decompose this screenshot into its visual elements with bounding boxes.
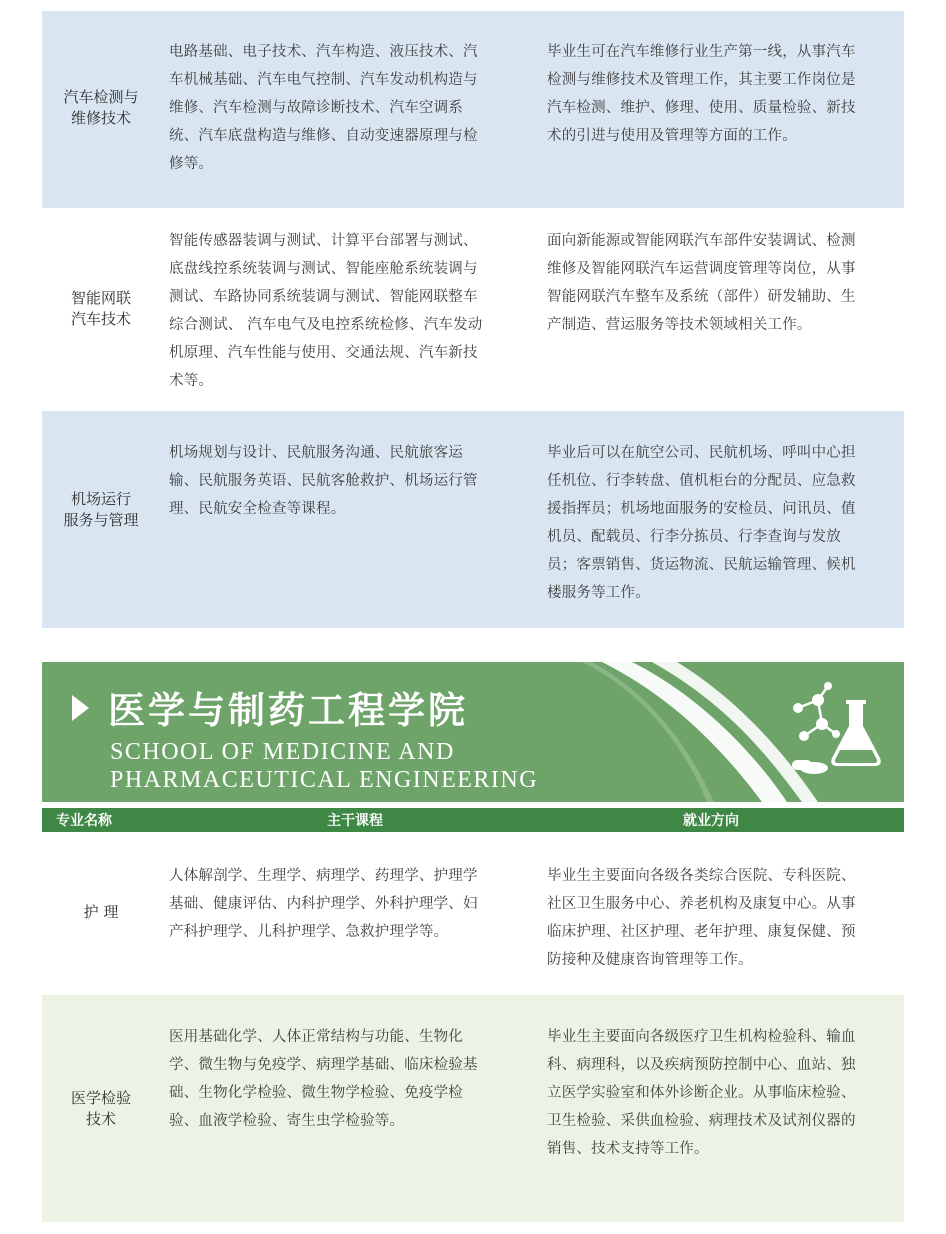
job-line: 销售、技术支持等工作。 xyxy=(547,1141,709,1157)
course-line: 智能传感器装调与测试、计算平台部署与测试、 xyxy=(169,233,478,249)
job-line: 维修及智能网联汽车运营调度管理等岗位，从事 xyxy=(547,261,856,277)
course-line: 理、民航安全检查等课程。 xyxy=(169,501,346,517)
main-courses xyxy=(169,439,524,523)
job-line: 术的引进与使用及管理等方面的工作。 xyxy=(547,128,797,144)
course-line: 产科护理学、儿科护理学、急救护理学等。 xyxy=(169,924,449,940)
job-line: 防接种及健康咨询管理等工作。 xyxy=(547,952,753,968)
job-line: 面向新能源或智能网联汽车部件安装调试、检测 xyxy=(547,233,856,249)
school-title-en-line: SCHOOL OF MEDICINE AND xyxy=(110,739,455,765)
column-header-major: 专业名称 xyxy=(56,813,112,829)
job-line: 检测与维修技术及管理工作，其主要工作岗位是 xyxy=(547,72,856,88)
career-direction xyxy=(547,227,897,339)
job-line: 援指挥员；机场地面服务的安检员、问讯员、值 xyxy=(547,501,856,517)
course-line: 电路基础、电子技术、汽车构造、液压技术、汽 xyxy=(169,44,478,60)
job-line: 员；客票销售、货运物流、民航运输管理、候机 xyxy=(547,557,856,573)
major-row-medical-lab xyxy=(42,995,904,1222)
school-banner xyxy=(42,662,904,802)
table-header xyxy=(42,808,904,832)
job-line: 楼服务等工作。 xyxy=(547,585,650,601)
main-courses xyxy=(169,227,524,395)
course-line: 机原理、汽车性能与使用、交通法规、汽车新技 xyxy=(169,345,478,361)
job-line: 社区卫生服务中心、养老机构及康复中心。从事 xyxy=(547,896,856,912)
molecule-flask-icon xyxy=(784,678,894,783)
course-line: 验、血液学检验、寄生虫学检验等。 xyxy=(169,1113,405,1129)
job-line: 智能网联汽车整车及系统（部件）研发辅助、生 xyxy=(547,289,856,305)
main-courses xyxy=(169,1023,524,1135)
career-direction xyxy=(547,1023,897,1163)
career-direction xyxy=(547,38,897,150)
job-line: 毕业生主要面向各级医疗卫生机构检验科、输血 xyxy=(547,1029,856,1045)
course-line: 修等。 xyxy=(169,156,214,172)
major-name xyxy=(42,288,160,330)
course-line: 综合测试、 汽车电气及电控系统检修、汽车发动 xyxy=(169,317,483,333)
major-name xyxy=(42,489,160,531)
column-header-career: 就业方向 xyxy=(683,813,739,829)
course-line: 机场规划与设计、民航服务沟通、民航旅客运 xyxy=(169,445,463,461)
job-line: 临床护理、社区护理、老年护理、康复保健、预 xyxy=(547,924,856,940)
play-arrow-icon xyxy=(72,695,89,721)
course-line: 医用基础化学、人体正常结构与功能、生物化 xyxy=(169,1029,463,1045)
job-line: 汽车检测、维护、修理、使用、质量检验、新技 xyxy=(547,100,856,116)
career-direction xyxy=(547,862,897,974)
job-line: 卫生检验、采供血检验、病理技术及试剂仪器的 xyxy=(547,1113,856,1129)
course-line: 车机械基础、汽车电气控制、汽车发动机构造与 xyxy=(169,72,478,88)
column-header-courses: 主干课程 xyxy=(327,813,383,829)
major-name xyxy=(42,87,160,129)
school-title-en-line: PHARMACEUTICAL ENGINEERING xyxy=(110,767,539,793)
major-name-line: 医学检验 xyxy=(70,1089,131,1107)
major-name-line: 汽车检测与 xyxy=(63,88,139,106)
course-line: 底盘线控系统装调与测试、智能座舱系统装调与 xyxy=(169,261,478,277)
job-line: 毕业生主要面向各级各类综合医院、专科医院、 xyxy=(547,868,856,884)
job-line: 立医学实验室和体外诊断企业。从事临床检验、 xyxy=(547,1085,856,1101)
major-row-auto-inspection xyxy=(42,11,904,208)
major-name xyxy=(42,902,160,923)
job-line: 产制造、营运服务等技术领域相关工作。 xyxy=(547,317,812,333)
career-direction xyxy=(547,439,897,607)
course-line: 人体解剖学、生理学、病理学、药理学、护理学 xyxy=(169,868,478,884)
main-courses xyxy=(169,862,524,946)
major-name-line: 服务与管理 xyxy=(63,511,139,529)
course-line: 维修、汽车检测与故障诊断技术、汽车空调系 xyxy=(169,100,463,116)
job-line: 任机位、行李转盘、值机柜台的分配员、应急救 xyxy=(547,473,856,489)
major-name-line: 技术 xyxy=(85,1110,116,1128)
course-line: 统、汽车底盘构造与维修、自动变速器原理与检 xyxy=(169,128,478,144)
major-name-line: 汽车技术 xyxy=(70,310,131,328)
course-line: 术等。 xyxy=(169,373,214,389)
course-line: 测试、车路协同系统装调与测试、智能网联整车 xyxy=(169,289,478,305)
school-title-en xyxy=(110,738,538,794)
major-name-line: 护 理 xyxy=(83,903,119,921)
major-row-intelligent-vehicle xyxy=(42,208,904,411)
course-line: 学、微生物与免疫学、病理学基础、临床检验基 xyxy=(169,1057,478,1073)
job-line: 毕业后可以在航空公司、民航机场、呼叫中心担 xyxy=(547,445,856,461)
main-courses xyxy=(169,38,524,178)
major-row-nursing xyxy=(42,834,904,995)
major-name-line: 智能网联 xyxy=(70,289,131,307)
job-line: 毕业生可在汽车维修行业生产第一线，从事汽车 xyxy=(547,44,856,60)
major-name xyxy=(42,1088,160,1130)
course-line: 础、生物化学检验、微生物学检验、免疫学检 xyxy=(169,1085,463,1101)
major-name-line: 机场运行 xyxy=(70,490,131,508)
job-line: 机员、配载员、行李分拣员、行李查询与发放 xyxy=(547,529,841,545)
school-title-cn: 医学与制药工程学院 xyxy=(108,688,468,732)
job-line: 科、病理科，以及疾病预防控制中心、血站、独 xyxy=(547,1057,856,1073)
major-name-line: 维修技术 xyxy=(70,109,131,127)
course-line: 基础、健康评估、内科护理学、外科护理学、妇 xyxy=(169,896,478,912)
course-line: 输、民航服务英语、民航客舱救护、机场运行管 xyxy=(169,473,478,489)
major-row-airport-service xyxy=(42,411,904,628)
